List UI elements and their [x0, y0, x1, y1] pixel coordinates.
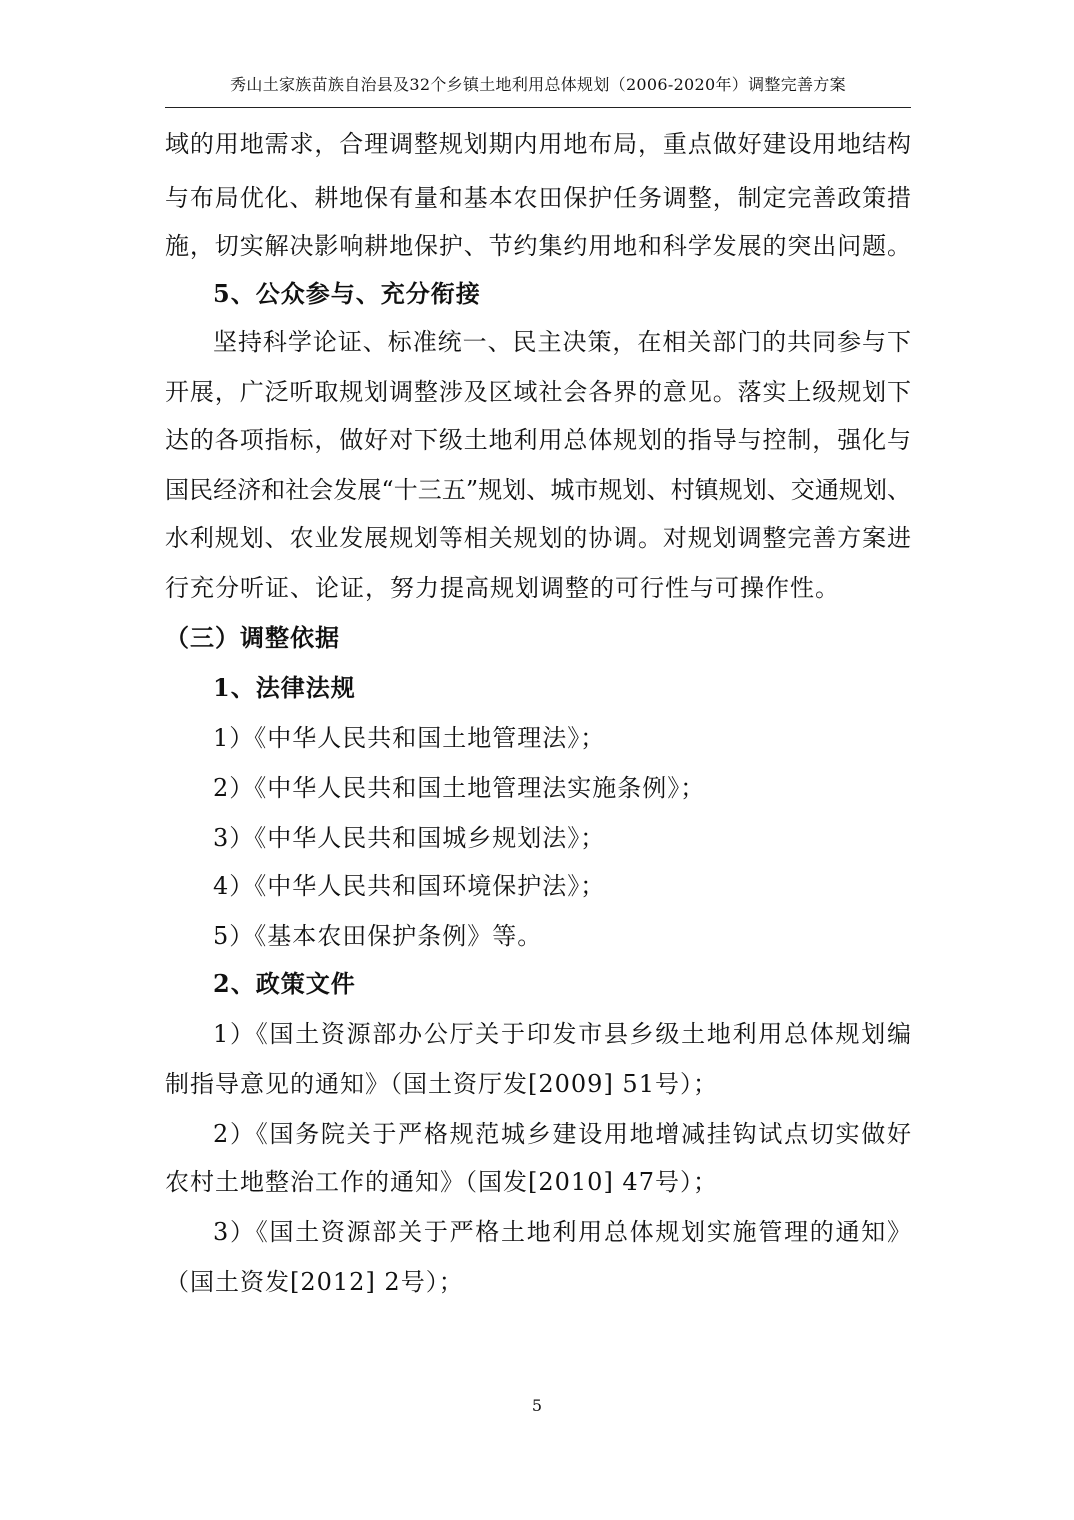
list-item: 1）《国土资源部办公厅关于印发市县乡级土地利用总体规划编 [213, 1020, 911, 1048]
list-item: 2）《中华人民共和国土地管理法实施条例》； [213, 774, 706, 802]
paragraph-line: 域的用地需求，合理调整规划期内用地布局，重点做好建设用地结构 [165, 130, 911, 158]
paragraph-line: 开展，广泛听取规划调整涉及区域社会各界的意见。落实上级规划下 [165, 378, 911, 406]
list-item-continuation: （国土资发[2012] 2号）； [165, 1268, 464, 1296]
paragraph-line: 行充分听证、论证，努力提高规划调整的可行性与可操作性。 [165, 574, 840, 602]
section-heading: 2、政策文件 [213, 969, 356, 998]
list-item: 5）《基本农田保护条例》等。 [213, 922, 543, 950]
running-header: 秀山土家族苗族自治县及32个乡镇土地利用总体规划（2006-2020年）调整完善方案 [230, 75, 846, 94]
paragraph-line: 施，切实解决影响耕地保护、节约集约用地和科学发展的突出问题。 [165, 232, 911, 260]
list-item: 3）《国土资源部关于严格土地利用总体规划实施管理的通知》 [213, 1218, 911, 1246]
paragraph-line: 水利规划、农业发展规划等相关规划的协调。对规划调整完善方案进 [165, 524, 911, 552]
section-heading: 1、法律法规 [213, 673, 356, 702]
paragraph-line: 达的各项指标，做好对下级土地利用总体规划的指导与控制，强化与 [165, 426, 911, 454]
list-item: 4）《中华人民共和国环境保护法》； [213, 872, 606, 900]
paragraph-line: 坚持科学论证、标准统一、民主决策，在相关部门的共同参与下 [213, 328, 911, 356]
header-divider [165, 107, 911, 108]
page-number: 5 [531, 1396, 543, 1415]
chapter-heading: （三）调整依据 [165, 623, 340, 652]
list-item-continuation: 农村土地整治工作的通知》（国发[2010] 47号）； [165, 1168, 718, 1196]
list-item-continuation: 制指导意见的通知》（国土资厅发[2009] 51号）； [165, 1070, 718, 1098]
list-item: 3）《中华人民共和国城乡规划法》； [213, 824, 606, 852]
list-item: 1）《中华人民共和国土地管理法》； [213, 724, 606, 752]
paragraph-line: 国民经济和社会发展“十三五”规划、城市规划、村镇规划、交通规划、 [165, 476, 911, 504]
list-item: 2）《国务院关于严格规范城乡建设用地增减挂钩试点切实做好 [213, 1120, 911, 1148]
section-heading: 5、公众参与、充分衔接 [213, 279, 481, 308]
paragraph-line: 与布局优化、耕地保有量和基本农田保护任务调整，制定完善政策措 [165, 184, 911, 212]
